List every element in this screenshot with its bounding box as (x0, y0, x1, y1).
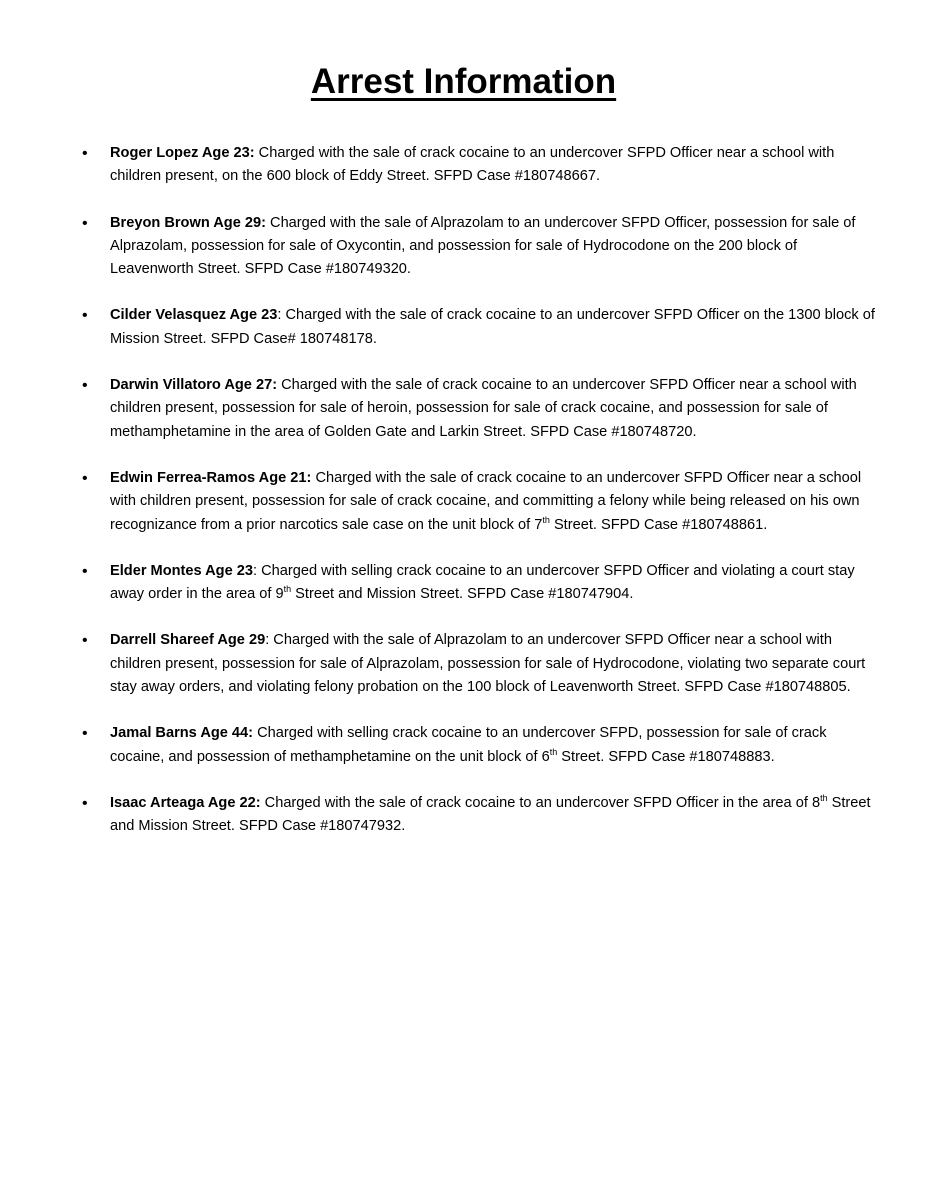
arrest-entry-8 (0, 722, 927, 769)
ordinal-suffix: th (549, 746, 558, 757)
arrestee-name: Darwin Villatoro Age 27: (110, 377, 278, 394)
bullet-icon: • (82, 377, 88, 395)
charge-description-end: Street and Mission Street. SFPD Case #180747904. (291, 586, 634, 603)
arrest-entry-5 (0, 467, 927, 537)
bullet-icon: • (82, 794, 88, 812)
arrest-entry-4 (0, 374, 927, 444)
ordinal-suffix: th (283, 584, 292, 595)
bullet-icon: • (82, 469, 88, 487)
bullet-icon: • (82, 214, 88, 232)
arrestee-name: Edwin Ferrea-Ramos Age 21: (110, 469, 312, 486)
arrest-entry-2 (0, 212, 927, 282)
bullet-icon: • (82, 725, 88, 743)
charge-description: : Charged with the sale of Alprazolam to an undercover SFPD Officer near a school with children present, possession for sale of Alprazolam, possession for sale of Hydrocodone, violating two separate court stay away orders, and violating felony probation on the 100 block of Leavenworth Street. SFPD Case #180748805. (110, 632, 866, 696)
charge-description: Charged with the sale of crack cocaine to an undercover SFPD Officer near a school with children present, possession for sale of crack cocaine, and committing a felony while being released on his own recognizance from a prior narcotics sale case on the unit block of 7 (110, 469, 862, 533)
arrest-entry-3 (0, 304, 927, 351)
ordinal-suffix: th (820, 792, 828, 803)
arrestee-name: Jamal Barns Age 44: (110, 725, 254, 742)
arrestee-name: Darrell Shareef Age 29 (110, 632, 266, 649)
charge-description: Charged with the sale of Alprazolam to an undercover SFPD Officer, possession for sale of Alprazolam, possession for sale of Oxycontin, and possession for sale of Hydrocodone on the 200 block of Leavenworth Street. SFPD Case #180749320. (110, 214, 856, 278)
arrest-entry-1 (0, 142, 927, 189)
arrest-entry-9 (0, 792, 927, 839)
arrest-entry-7 (0, 629, 927, 699)
arrestee-name: Breyon Brown Age 29: (110, 214, 266, 231)
arrestee-name: Elder Montes Age 23 (110, 562, 254, 579)
bullet-icon: • (82, 145, 88, 162)
charge-description: : Charged with the sale of crack cocaine to an undercover SFPD Officer on the 1300 block of Mission Street. SFPD Case# 180748178. (110, 307, 875, 347)
charge-description: Charged with the sale of crack cocaine to an undercover SFPD Officer in the area of 8 (260, 794, 821, 811)
bullet-icon: • (82, 632, 88, 650)
arrestee-name: Cilder Velasquez Age 23 (110, 307, 278, 324)
arrestee-name: Isaac Arteaga Age 22: (110, 794, 261, 811)
bullet-icon: • (82, 562, 88, 580)
charge-description: Charged with the sale of crack cocaine to an undercover SFPD Officer near a school with children present, possession for sale of heroin, possession for sale of crack cocaine, and possession for sale of methamphetamine in the area of Golden Gate and Larkin Street. SFPD Case #180748720. (110, 377, 857, 440)
charge-description: Charged with the sale of crack cocaine to an undercover SFPD Officer near a school with children present, on the 600 block of Eddy Street. SFPD Case #180748667. (110, 145, 835, 185)
charge-description: : Charged with selling crack cocaine to an undercover SFPD Officer and violating a court stay away order in the area of 9 (110, 562, 855, 603)
charge-description-end: Street and Mission Street. SFPD Case #180747932. (110, 794, 871, 835)
charge-description-end: Street. SFPD Case #180748883. (557, 748, 775, 765)
arrest-list (0, 142, 927, 862)
arrestee-name: Roger Lopez Age 23: (110, 145, 255, 161)
arrest-entry-6 (0, 560, 927, 607)
charge-description-end: Street. SFPD Case #180748861. (549, 516, 768, 533)
bullet-icon: • (82, 307, 88, 325)
page-title: Arrest Information (310, 62, 617, 101)
charge-description: Charged with selling crack cocaine to an undercover SFPD, possession for sale of crack cocaine, and possession of methamphetamine on the unit block of 6 (110, 725, 827, 765)
ordinal-suffix: th (542, 514, 550, 525)
